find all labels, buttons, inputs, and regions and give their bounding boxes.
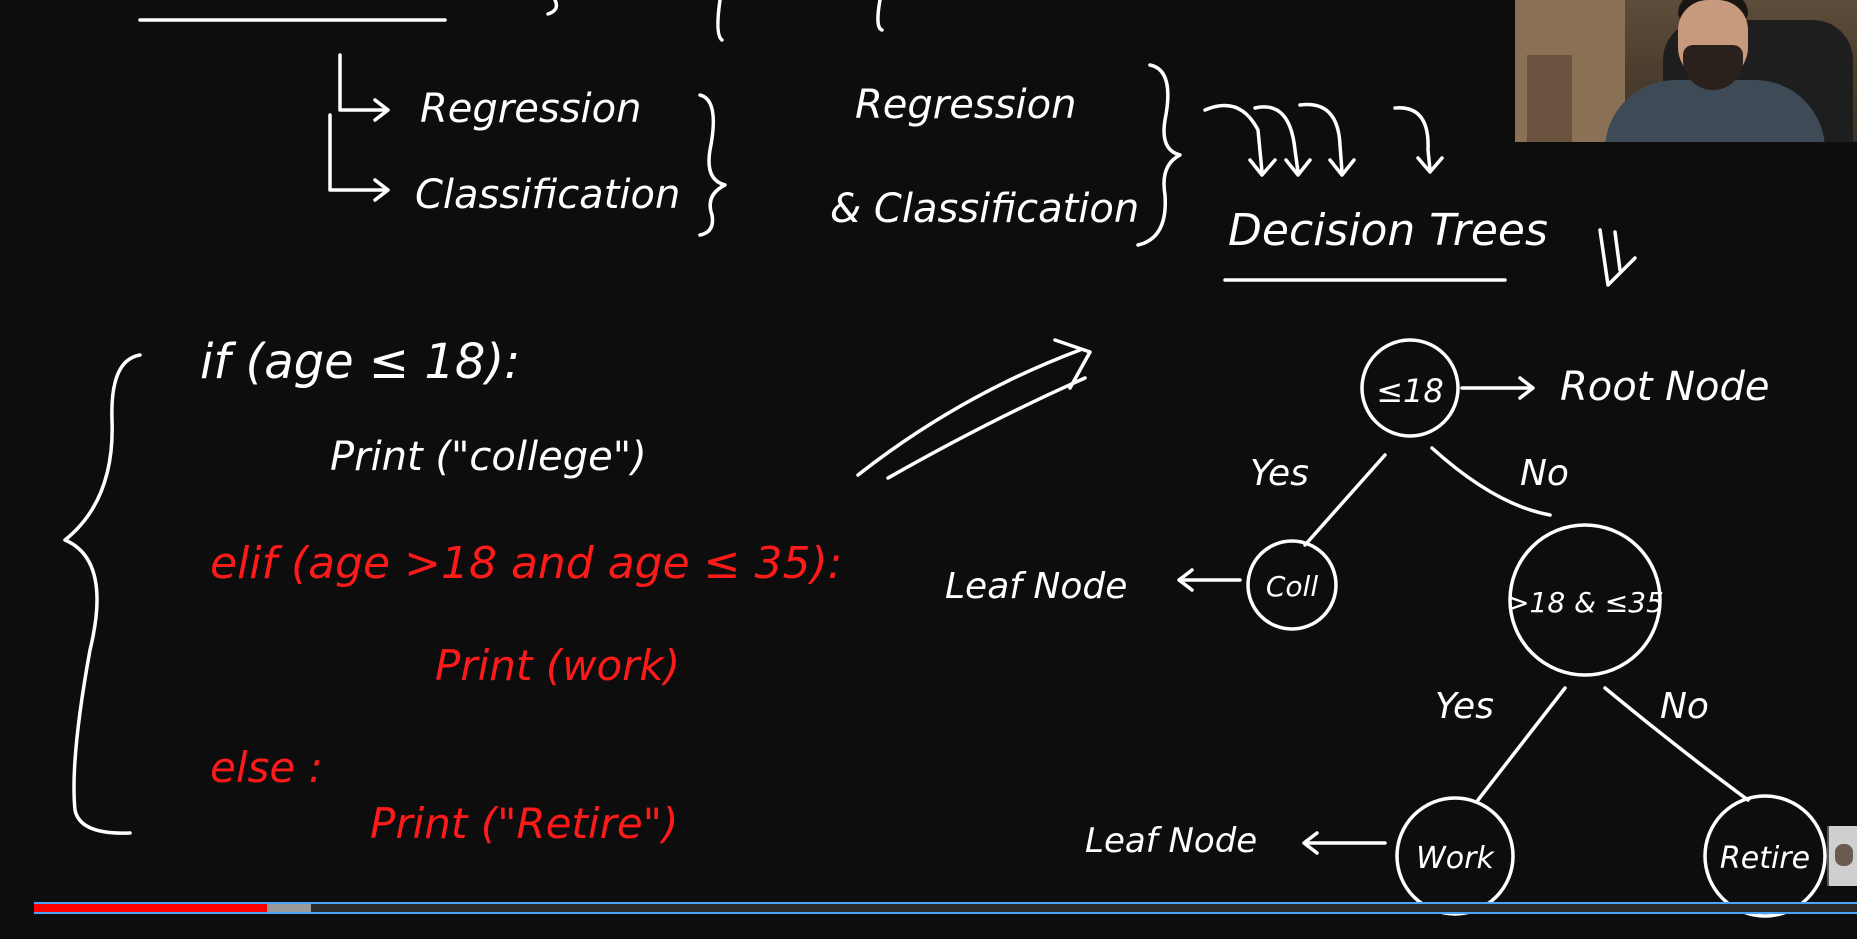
code-print-work: Print (work) <box>435 641 681 690</box>
brace-left-group <box>700 95 725 235</box>
code-elif-line: elif (age >18 and age ≤ 35): <box>210 538 843 589</box>
double-arrow-b <box>1615 232 1620 270</box>
edge-no-1: No <box>1520 453 1569 494</box>
leaf-node-caption-2: Leaf Node <box>1085 821 1258 861</box>
down-arrow-4 <box>1395 108 1430 170</box>
code-if-line: if (age ≤ 18): <box>200 334 521 390</box>
webcam-door <box>1527 55 1572 142</box>
channel-thumbnail[interactable] <box>1827 826 1857 886</box>
root-node-caption: Root Node <box>1560 364 1770 410</box>
leaf-college-label: Coll <box>1265 570 1319 603</box>
edge-yes-2: Yes <box>1435 686 1494 727</box>
code-print-college: Print ("college") <box>330 434 647 480</box>
leaf-work-label: Work <box>1416 841 1494 876</box>
label-regression: Regression <box>420 86 642 132</box>
label-classification: Classification <box>415 172 681 218</box>
edge-yes-1: Yes <box>1250 453 1309 494</box>
arrow-classification-stem <box>330 115 385 190</box>
mid-node-label: >18 & ≤35 <box>1506 586 1664 619</box>
thumbnail-face-icon <box>1835 844 1853 866</box>
big-arrow-line-1 <box>858 350 1080 475</box>
webcam-overlay <box>1515 0 1857 142</box>
brace-middle-group <box>1138 65 1180 245</box>
edge-root-yes <box>1305 455 1385 545</box>
video-progress-played[interactable] <box>34 904 267 912</box>
label-and-classification: & Classification <box>830 186 1140 232</box>
code-else-line: else : <box>210 743 323 792</box>
scribble-top-3 <box>878 0 882 30</box>
scribble-top-2 <box>718 0 722 40</box>
label-regression-2: Regression <box>855 82 1077 128</box>
scribble-top-1 <box>548 0 556 14</box>
root-node-label: ≤18 <box>1376 372 1444 410</box>
edge-no-2: No <box>1660 686 1709 727</box>
video-progress-bar[interactable] <box>34 902 1857 914</box>
big-arrow-head <box>1055 340 1090 388</box>
leaf-retire-label: Retire <box>1719 841 1811 876</box>
brace-code-block <box>65 355 140 833</box>
leaf-node-caption-1: Leaf Node <box>945 566 1128 607</box>
code-print-retire: Print ("Retire") <box>370 799 679 848</box>
title-decision-trees: Decision Trees <box>1228 205 1548 256</box>
